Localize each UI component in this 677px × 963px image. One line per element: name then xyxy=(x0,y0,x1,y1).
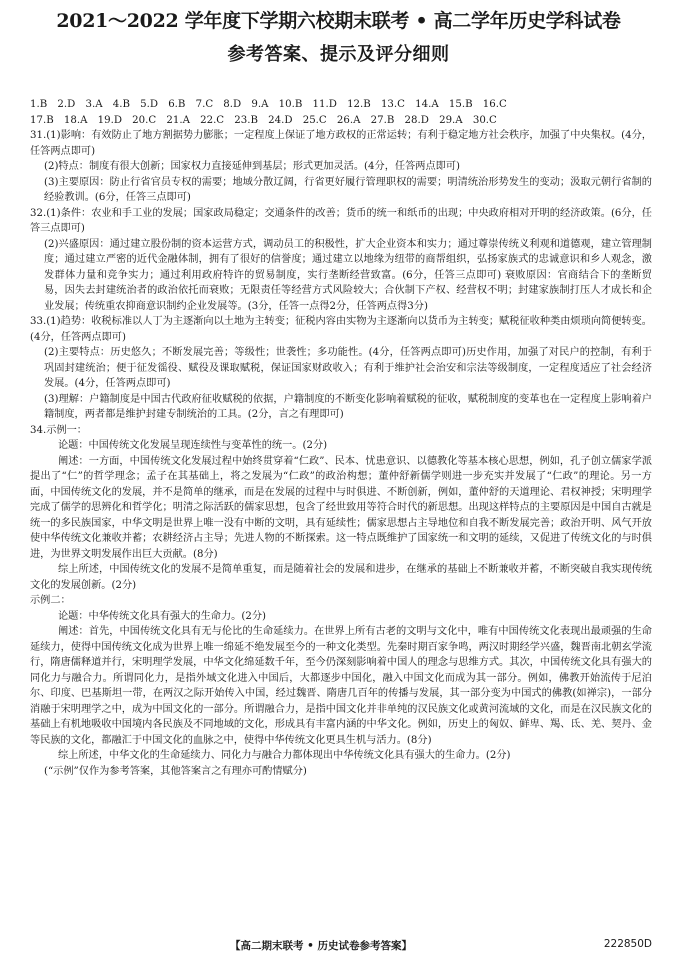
q32-part1: 32.(1)条件：农业和手工业的发展；国家政局稳定；交通条件的改善；货币的统一和纸币的出现；中央政府相对开明的经济政策。(6分，任答三点即可) xyxy=(30,207,652,234)
q34-example2-label: 示例二： xyxy=(30,595,71,606)
q34-example2-thesis: 论题：中华传统文化具有强大的生命力。(2分) xyxy=(58,610,266,622)
q31-part1: 31.(1)影响：有效防止了地方割据势力膨胀；一定程度上保证了地方政权的正常运转；有利于稳定地方社会秩序，加强了中央集权。(4分，任答两点即可) xyxy=(30,130,652,157)
q34-example1-label: 34.示例一： xyxy=(30,424,87,436)
q33-part1: 33.(1)趋势：收税标准以人丁为主逐渐向以土地为主转变；征税内容由实物为主逐渐向以货币为主转变；赋税征收种类由烦琐向简便转变。(4分，任答两点即可) xyxy=(30,316,652,343)
q34-example2-body: 阐述：首先，中国传统文化具有无与伦比的生命延续力。在世界上所有古老的文明与文化中，唯有中国传统文化表现出最顽强的生命延续力，使得中国传统文化成为世界上唯一绵延不绝发展至今的一种文化类型。先秦时期百家争鸣，两汉时期经学兴盛，魏晋南北朝玄学流行，隋唐儒释道并行，宋明理学发展，中华文化绵延数千年，至今仍深刻影响着中国人的理念与思维方式。其次，中国传统文化具有强大的同化力与融合力。所谓同化力，是指外域文化进入中国后，大都逐步中国化，融入中国文化而成为其一部分。例如，佛教开始流传于尼泊尔、印度、巴基斯坦一带，在两汉之际开始传入中国，经过魏晋、隋唐几百年的传播与发展，其一部分变为中国式的佛教(如禅宗)，一部分消融于宋明理学之中，成为中国文化的一部分。所谓融合力，是指中国文化并非单纯的汉民族文化或黄河流域的文化，而是在汉民族文化的基础上有机地吸收中国境内各民族及不同地域的文化，形成具有丰富内涵的中华文化。例如，历史上的匈奴、鲜卑、羯、氐、羌、契丹、金等民族的文化，都融汇于中国文化的血脉之中，使得中华传统文化更具生机与活力。(8分) xyxy=(30,626,652,746)
q31-part2: (2)特点：制度有很大创新；国家权力直接延伸到基层；形式更加灵活。(4分，任答两点即可) xyxy=(44,161,460,172)
answer-body xyxy=(30,97,652,779)
q33-part2: (2)主要特点：历史悠久；不断发展完善；等级性；世袭性；多功能性。(4分，任答两点即可)历史作用，加强了对民户的控制，有利于巩固封建统治；便于征发徭役、赋役及课取赋税，保证国家财政收入；有利于维护社会治安和宗法等级制度，一定程度适应了社会经济发展。(4分，任答两点即可) xyxy=(44,347,652,389)
q34-example1-thesis: 论题：中国传统文化发展呈现连续性与变革性的统一。(2分) xyxy=(58,440,328,451)
q34-example1-conclusion: 综上所述，中国传统文化的发展不是简单重复，而是随着社会的发展和进步，在继承的基础上不断兼收并蓄，不断突破自我实现传统文化的发展创新。(2分) xyxy=(30,564,652,591)
choice-answers-line-1: 1.B 2.D 3.A 4.B 5.D 6.B 7.C 8.D 9.A 10.B 11.D 12.B 13.C 14.A 15.B 16.C xyxy=(30,99,507,110)
choice-answers-line-2: 17.B 18.A 19.D 20.C 21.A 22.C 23.B 24.D 25.C 26.A 27.B 28.D 29.A 30.C xyxy=(30,114,497,126)
footer-code: 222850D xyxy=(603,938,652,950)
q32-part2: (2)兴盛原因：通过建立股份制的资本运营方式，调动员工的积极性，扩大企业资本和实力；通过尊崇传统义利观和道德观，建立管理制度；通过建立严密的近代金融体制，拥有了很好的信誉度；通过建立以地缘为纽带的商帮组织，弘扬家族式的忠诚意识和乡人观念，激发群体力量和竞争实力；通过利用政府特许的贸易制度，实行垄断经营致富。(6分，任答三点即可) 衰败原因：官商结合下的垄断贸易，因失去封建统治者的政治依托而衰败；无限责任等经营方式风险较大；合伙制下产权、经营权不明；封建家族制打压人才成长和企业发展；传统重农抑商意识制约企业发展等。(3分，任答一点得2分，任答两点得3分) xyxy=(44,238,652,312)
q34-example2-conclusion: 综上所述，中华文化的生命延续力、同化力与融合力都体现出中华传统文化具有强大的生命力。(2分) xyxy=(58,750,511,761)
q34-note: (“示例”仅作为参考答案，其他答案言之有理亦可酌情赋分) xyxy=(44,765,307,777)
q31-part3: (3)主要原因：防止行省官员专权的需要；地域分散辽阔，行省更好履行管理职权的需要；明清统治形势发生的变动；汲取元朝行省制的经验教训。(6分，任答三点即可) xyxy=(44,176,652,203)
page-subtitle: 参考答案、提示及评分细则 xyxy=(227,44,450,65)
page-title: 2021～2022 学年度下学期六校期末联考 • 高二学年历史学科试卷 xyxy=(56,10,621,32)
footer-label: 【高二期末联考 • 历史试卷参考答案】 xyxy=(230,940,413,952)
q34-example1-body: 阐述：一方面，中国传统文化发展过程中始终贯穿着“仁政”、民本、忧患意识、以德教化等基本核心思想，例如，孔子创立儒家学派提出了“仁”的哲学理念；孟子在其基础上，将之发展为“仁政”的政治构想；董仲舒新儒学则进一步充实并发展了“仁政”的理论。另一方面，中国传统文化的发展，并不是简单的继承，而是在发展的过程中与时俱进、不断创新，例如，董仲舒的天道理论、君权神授；宋明理学完成了儒学的思辨化和哲学化；明清之际活跃的儒家思想，包含了经世致用等符合时代的新思想。出现这样特点的主要原因是中国自古就是统一的多民族国家，中华文明是世界上唯一没有中断的文明，具有延续性；儒家思想占主导地位和自我不断发展完善；政治开明、风气开放使中华传统文化兼收并蓄；农耕经济占主导；先进人物的不断探索。这一特点既维护了国家统一和文明的延续，又促进了传统文化的与时俱进，为世界文明发展作出巨大贡献。(8分) xyxy=(30,455,652,560)
page-footer xyxy=(0,938,677,956)
q33-part3: (3)理解：户籍制度是中国古代政府征收赋税的依据，户籍制度的不断变化影响着赋税的征收，赋税制度的变革也在一定程度上影响着户籍制度，两者都是维护封建专制统治的工具。(2分，言之有理即可) xyxy=(44,393,652,420)
